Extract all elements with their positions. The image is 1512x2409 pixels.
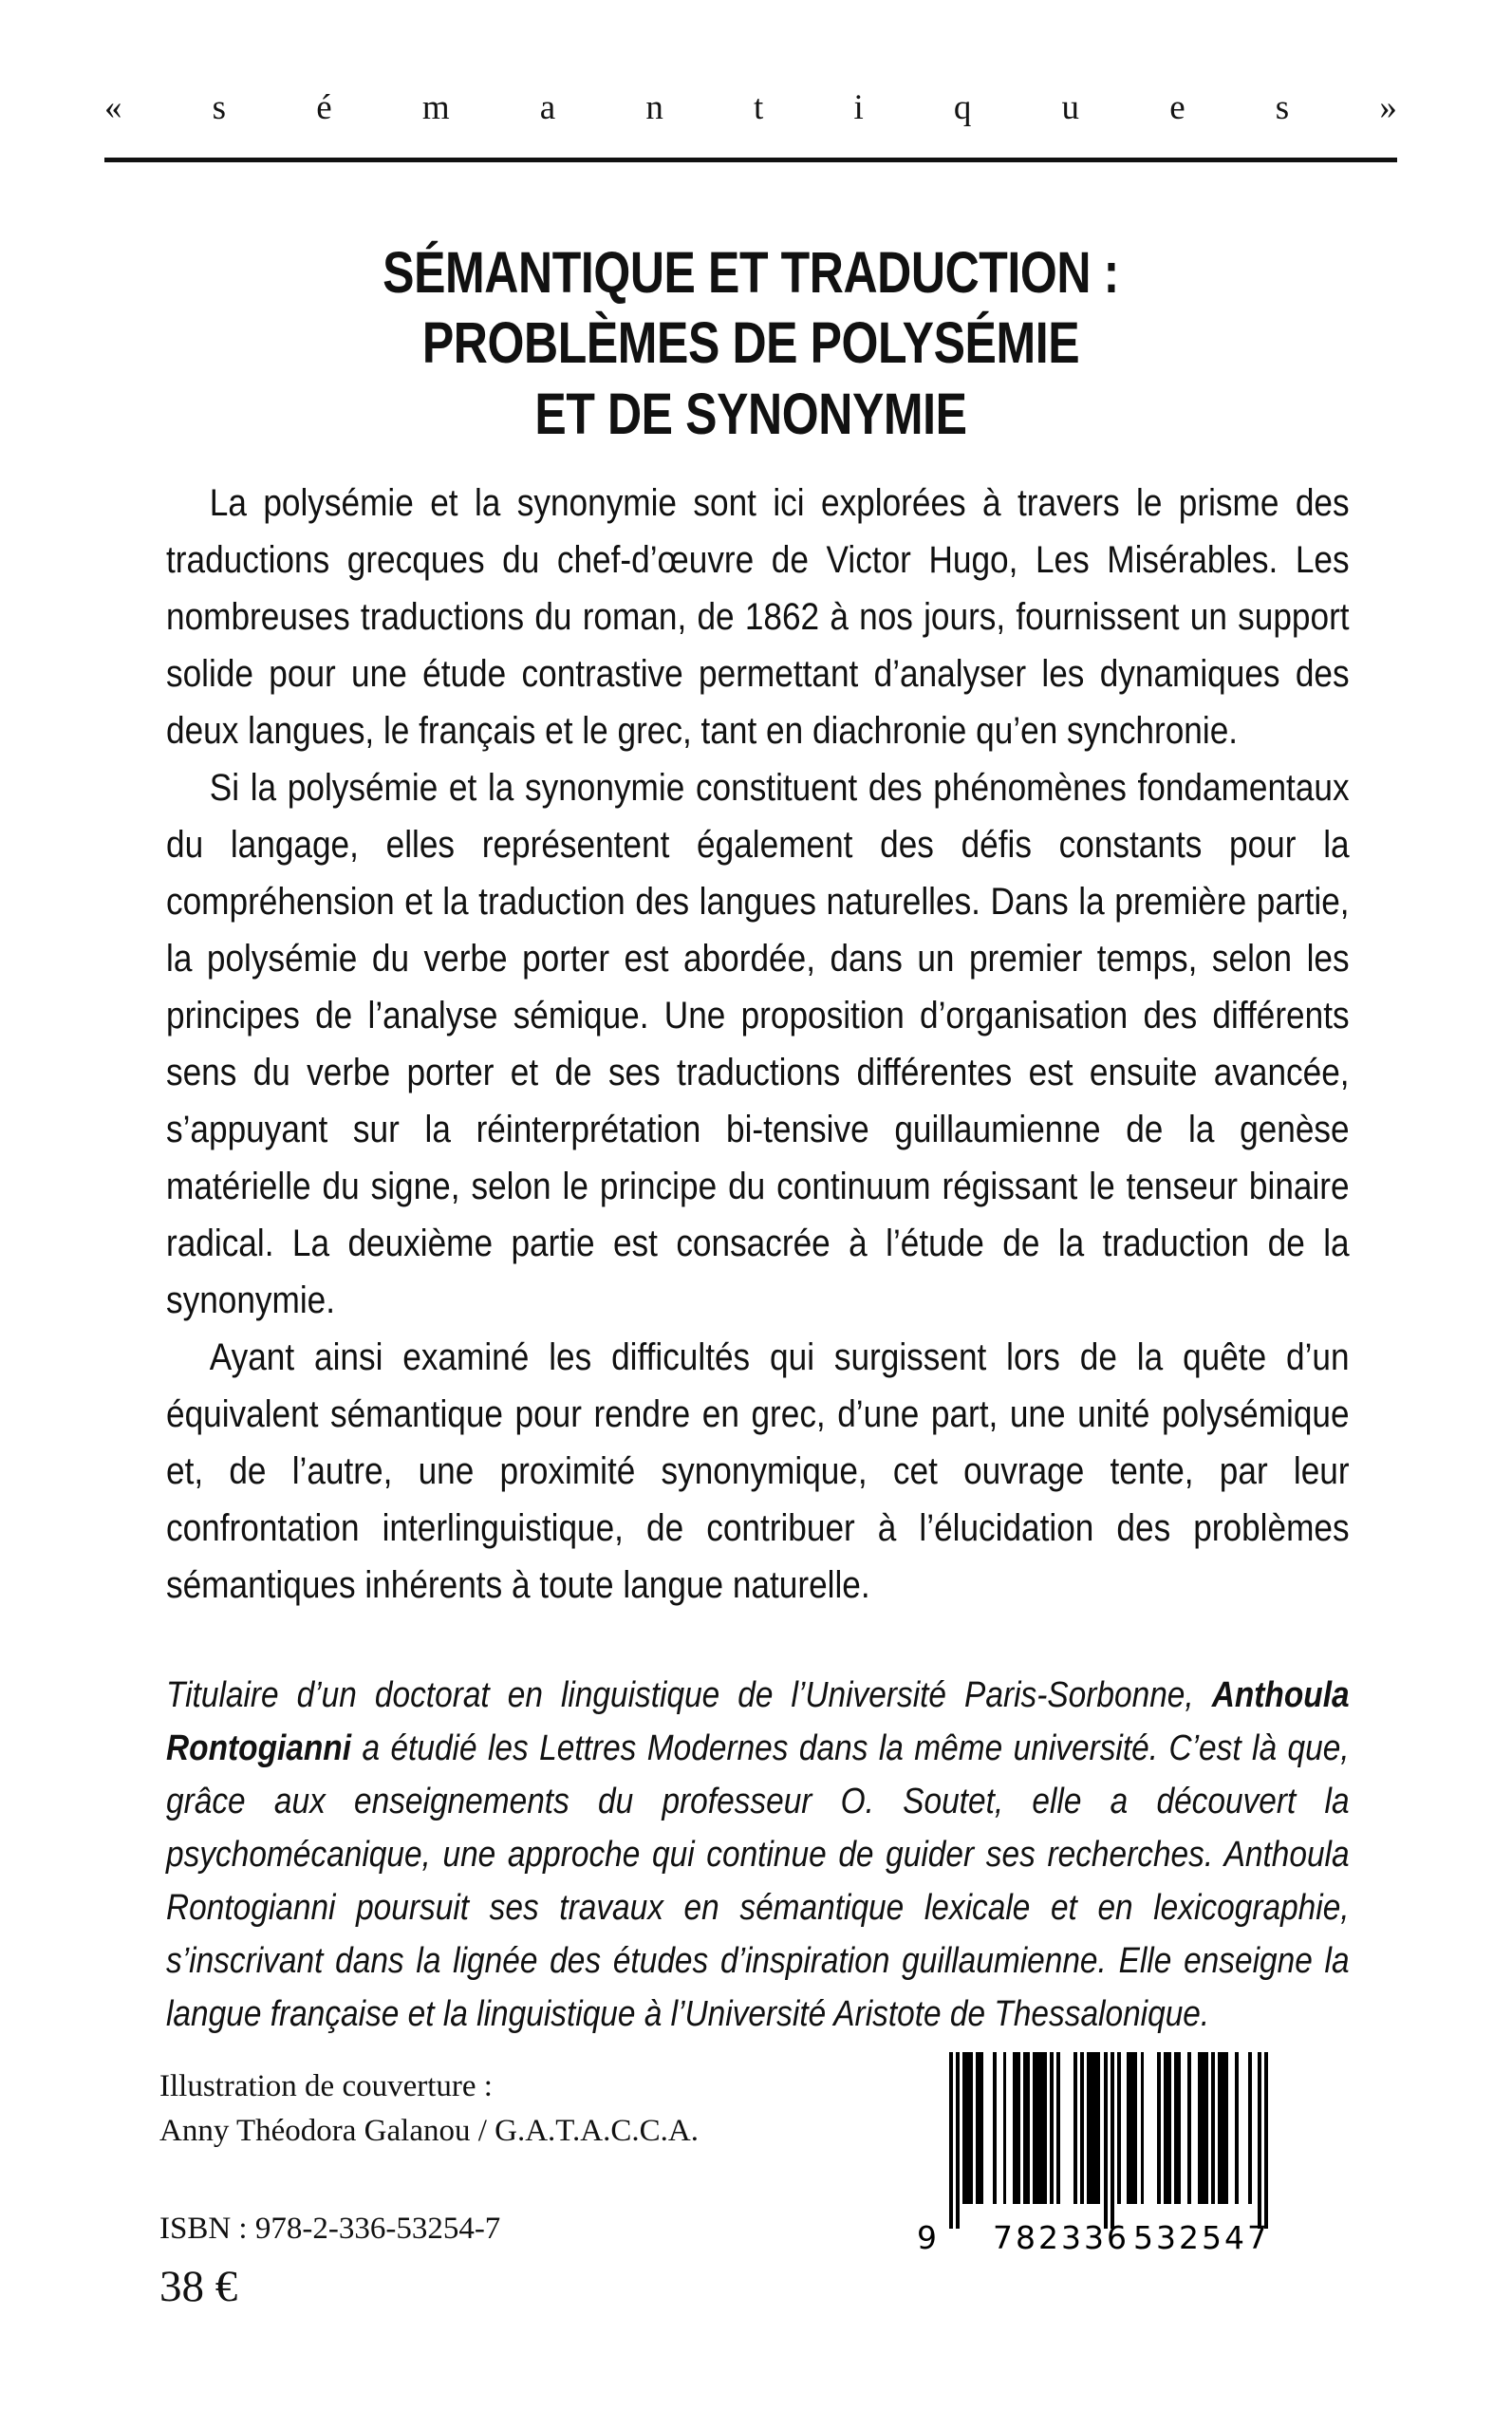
abstract-paragraph: La polysémie et la synonymie sont ici explorées à travers le prisme des traductions grecques du chef-d’œuvre de Victor Hugo, Les Misérables. Les nombreuses traductions du roman, de 1862 à nos jours, fournissent un support solide pour une étude contrastive permettant d’analyser les dynamiques des deux langues, le français et le grec, tant en diachronie qu’en synchronie. xyxy=(166,482,1350,752)
close-guillemet-icon: » xyxy=(1379,87,1397,127)
collection-letter: i xyxy=(853,87,864,127)
barcode-left-group: 782336 xyxy=(993,2219,1129,2256)
collection-letter: s xyxy=(1275,87,1290,127)
barcode-bars xyxy=(949,2052,1268,2229)
title-line-1: SÉMANTIQUE ET TRADUCTION : xyxy=(383,240,1119,305)
bio-text-before-name: Titulaire d’un doctorat en linguistique de l’Université Paris-Sorbonne, xyxy=(166,1675,1212,1715)
barcode-right-group: 532547 xyxy=(1133,2219,1270,2256)
collection-letter: n xyxy=(645,87,663,127)
title-line-2: PROBLÈMES DE POLYSÉMIE xyxy=(421,310,1080,376)
collection-letter: q xyxy=(953,87,972,127)
bio-text-after-name: a étudié les Lettres Modernes dans la même université. C’est là que, grâce aux enseignements du professeur O. Soutet, elle a découvert la psychomécanique, une approche qui continue de guider ses recherches. Anthoula Rontogianni poursuit ses travaux en sémantique lexicale et en lexicographie, s’inscrivant dans la lignée des études d’inspiration guillaumienne. Elle enseigne la langue française et la linguistique à l’Université Aristote de Thessalonique. xyxy=(166,1728,1350,2034)
collection-letter: u xyxy=(1061,87,1080,127)
collection-letter: s xyxy=(212,87,227,127)
title-line-3: ET DE SYNONYMIE xyxy=(534,381,967,446)
barcode-lead-digit: 9 xyxy=(917,2219,937,2256)
author-name: Anthoula Rontogianni xyxy=(166,1675,1350,1768)
collection-letter: e xyxy=(1169,87,1185,127)
cover-credit-value: Anny Théodora Galanou / G.A.T.A.C.C.A. xyxy=(159,2114,699,2148)
collection-letter: m xyxy=(421,87,450,127)
cover-illustration-credit xyxy=(159,2064,699,2154)
open-guillemet-icon: « xyxy=(104,87,122,127)
author-biography xyxy=(166,1669,1350,2041)
price-text: 38 € xyxy=(159,2262,238,2311)
collection-letter: é xyxy=(316,87,332,127)
cover-credit-label: Illustration de couverture : xyxy=(159,2069,493,2103)
collection-header xyxy=(104,78,1397,137)
header-divider-rule xyxy=(104,158,1397,162)
page-title xyxy=(104,237,1397,449)
collection-letter: t xyxy=(754,87,764,127)
collection-letter: a xyxy=(539,87,556,127)
isbn-text: ISBN : 978-2-336-53254-7 xyxy=(159,2212,501,2246)
ean13-barcode xyxy=(917,2052,1270,2270)
abstract-text xyxy=(166,475,1350,1614)
barcode-digits xyxy=(917,2219,1270,2261)
abstract-paragraph: Si la polysémie et la synonymie constituent des phénomènes fondamentaux du langage, elles représentent également des défis constants pour la compréhension et la traduction des langues naturelles. Dans la première partie, la polysémie du verbe porter est abordée, dans un premier temps, selon les principes de l’analyse sémique. Une proposition d’organisation des différents sens du verbe porter et de ses traductions différentes est ensuite avancée, s’appuyant sur la réinterprétation bi-tensive guillaumienne de la genèse matérielle du signe, selon le principe du continuum régissant le tenseur binaire radical. La deuxième partie est consacrée à l’étude de la traduction de la synonymie. xyxy=(166,767,1350,1321)
author-biography-paragraph xyxy=(166,1669,1350,2041)
abstract-paragraph: Ayant ainsi examiné les difficultés qui surgissent lors de la quête d’un équivalent sémantique pour rendre en grec, d’une part, une unité polysémique et, de l’autre, une proximité synonymique, cet ouvrage tente, par leur confrontation interlinguistique, de contribuer à l’élucidation des problèmes sémantiques inhérents à toute langue naturelle. xyxy=(166,1336,1350,1606)
